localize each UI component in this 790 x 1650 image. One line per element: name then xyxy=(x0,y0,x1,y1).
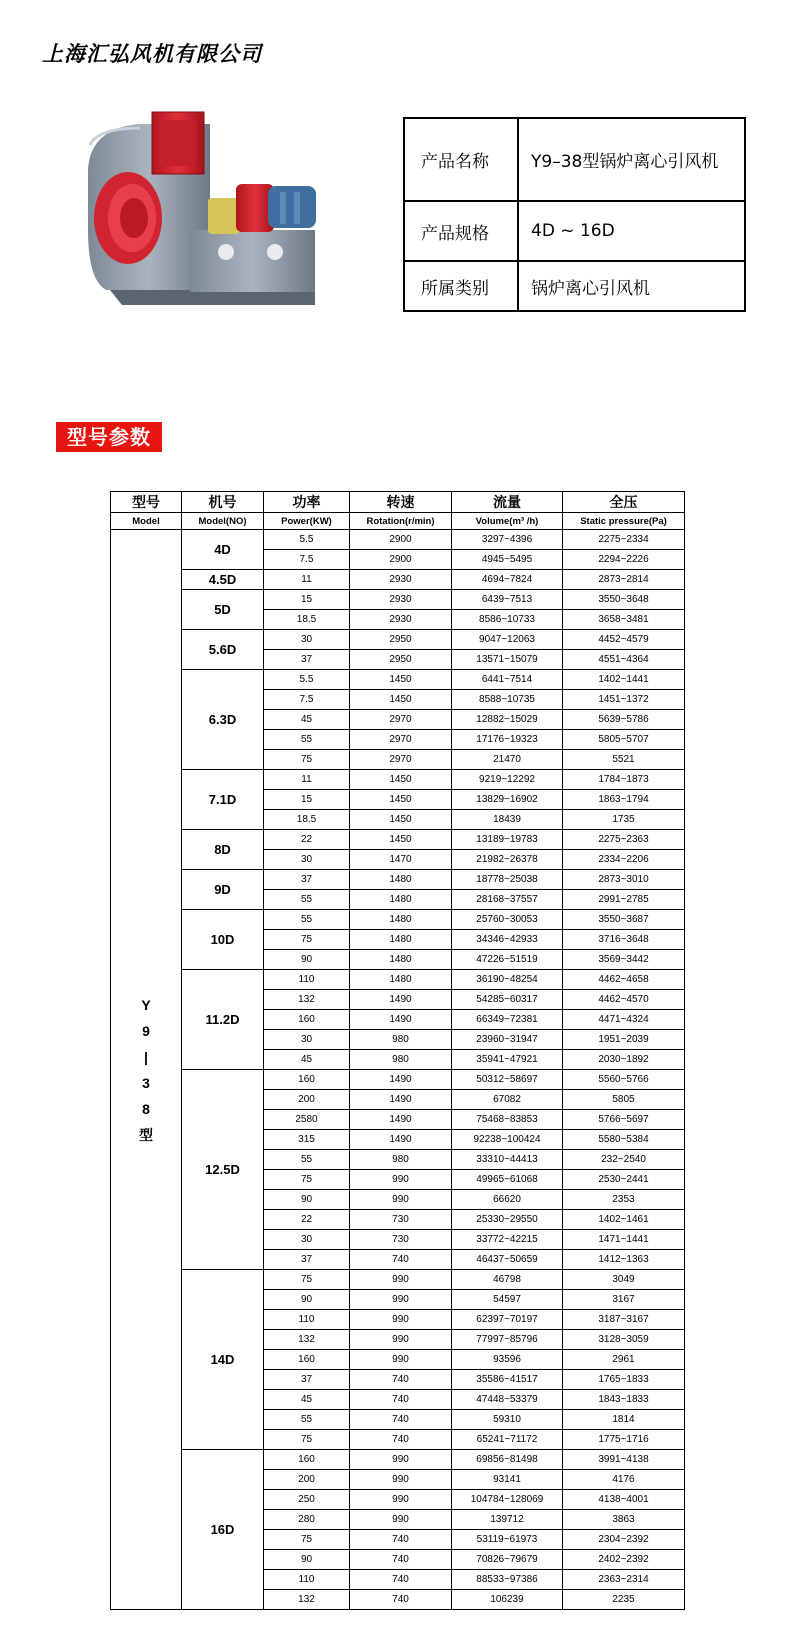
volume-cell: 8586~10733 xyxy=(452,610,563,630)
volume-cell: 21982~26378 xyxy=(452,850,563,870)
rotation-cell: 740 xyxy=(350,1390,452,1410)
pressure-cell: 2235 xyxy=(563,1590,685,1610)
table-row xyxy=(111,910,685,930)
power-cell: 90 xyxy=(264,1550,350,1570)
rotation-cell: 990 xyxy=(350,1310,452,1330)
pressure-cell: 4462~4658 xyxy=(563,970,685,990)
model-number-cell: 14D xyxy=(182,1270,264,1450)
volume-cell: 49965~61068 xyxy=(452,1170,563,1190)
section-title: 型号参数 xyxy=(56,422,162,452)
pressure-cell: 3863 xyxy=(563,1510,685,1530)
rotation-cell: 1470 xyxy=(350,850,452,870)
rotation-cell: 1490 xyxy=(350,1130,452,1150)
volume-cell: 46798 xyxy=(452,1270,563,1290)
volume-cell: 104784~128069 xyxy=(452,1490,563,1510)
power-cell: 30 xyxy=(264,1230,350,1250)
rotation-cell: 2970 xyxy=(350,710,452,730)
power-cell: 132 xyxy=(264,1330,350,1350)
model-number-cell: 10D xyxy=(182,910,264,970)
rotation-cell: 990 xyxy=(350,1350,452,1370)
power-cell: 7.5 xyxy=(264,690,350,710)
power-cell: 110 xyxy=(264,1310,350,1330)
power-cell: 75 xyxy=(264,1530,350,1550)
pressure-cell: 3128~3059 xyxy=(563,1330,685,1350)
power-cell: 55 xyxy=(264,1410,350,1430)
power-cell: 160 xyxy=(264,1010,350,1030)
power-cell: 132 xyxy=(264,990,350,1010)
volume-cell: 21470 xyxy=(452,750,563,770)
pressure-cell: 2873~2814 xyxy=(563,570,685,590)
power-cell: 55 xyxy=(264,910,350,930)
power-cell: 200 xyxy=(264,1090,350,1110)
pressure-cell: 3550~3687 xyxy=(563,910,685,930)
volume-cell: 12882~15029 xyxy=(452,710,563,730)
pressure-cell: 1863~1794 xyxy=(563,790,685,810)
power-cell: 75 xyxy=(264,750,350,770)
volume-cell: 53119~61973 xyxy=(452,1530,563,1550)
header-rotation-en: Rotation(r/min) xyxy=(350,513,452,530)
power-cell: 5.5 xyxy=(264,670,350,690)
pressure-cell: 1765~1833 xyxy=(563,1370,685,1390)
rotation-cell: 1490 xyxy=(350,1090,452,1110)
power-cell: 160 xyxy=(264,1450,350,1470)
power-cell: 75 xyxy=(264,1170,350,1190)
volume-cell: 62397~70197 xyxy=(452,1310,563,1330)
model-number-cell: 5.6D xyxy=(182,630,264,670)
model-number-cell: 16D xyxy=(182,1450,264,1610)
power-cell: 110 xyxy=(264,1570,350,1590)
power-cell: 22 xyxy=(264,830,350,850)
rotation-cell: 2930 xyxy=(350,570,452,590)
table-row xyxy=(111,1450,685,1470)
header-power-en: Power(KW) xyxy=(264,513,350,530)
pressure-cell: 2334~2206 xyxy=(563,850,685,870)
volume-cell: 6441~7514 xyxy=(452,670,563,690)
product-name-label: 产品名称 xyxy=(404,118,518,201)
series-label: Y 9 | 3 8 型 xyxy=(111,530,182,1610)
rotation-cell: 730 xyxy=(350,1230,452,1250)
pressure-cell: 5580~5384 xyxy=(563,1130,685,1150)
table-row xyxy=(111,570,685,590)
power-cell: 90 xyxy=(264,1190,350,1210)
power-cell: 30 xyxy=(264,1030,350,1050)
rotation-cell: 1450 xyxy=(350,770,452,790)
volume-cell: 77997~85796 xyxy=(452,1330,563,1350)
model-parameter-table xyxy=(110,491,685,1610)
power-cell: 15 xyxy=(264,790,350,810)
rotation-cell: 2950 xyxy=(350,650,452,670)
power-cell: 315 xyxy=(264,1130,350,1150)
product-info-table xyxy=(403,117,746,312)
power-cell: 90 xyxy=(264,1290,350,1310)
power-cell: 45 xyxy=(264,1390,350,1410)
table-row xyxy=(111,830,685,850)
rotation-cell: 980 xyxy=(350,1050,452,1070)
table-row xyxy=(111,670,685,690)
header-rotation-cn: 转速 xyxy=(350,492,452,513)
power-cell: 15 xyxy=(264,590,350,610)
rotation-cell: 740 xyxy=(350,1570,452,1590)
pressure-cell: 4176 xyxy=(563,1470,685,1490)
volume-cell: 50312~58697 xyxy=(452,1070,563,1090)
pressure-cell: 4462~4570 xyxy=(563,990,685,1010)
volume-cell: 36190~48254 xyxy=(452,970,563,990)
volume-cell: 13571~15079 xyxy=(452,650,563,670)
header-power-cn: 功率 xyxy=(264,492,350,513)
volume-cell: 33310~44413 xyxy=(452,1150,563,1170)
table-row xyxy=(111,770,685,790)
power-cell: 30 xyxy=(264,850,350,870)
power-cell: 37 xyxy=(264,1250,350,1270)
rotation-cell: 980 xyxy=(350,1030,452,1050)
power-cell: 75 xyxy=(264,930,350,950)
power-cell: 160 xyxy=(264,1350,350,1370)
pressure-cell: 2275~2363 xyxy=(563,830,685,850)
product-category-value: 锅炉离心引风机 xyxy=(518,261,745,311)
pressure-cell: 5805 xyxy=(563,1090,685,1110)
pressure-cell: 1735 xyxy=(563,810,685,830)
pressure-cell: 2353 xyxy=(563,1190,685,1210)
rotation-cell: 740 xyxy=(350,1590,452,1610)
rotation-cell: 740 xyxy=(350,1530,452,1550)
volume-cell: 28168~37557 xyxy=(452,890,563,910)
volume-cell: 70826~79679 xyxy=(452,1550,563,1570)
pressure-cell: 1951~2039 xyxy=(563,1030,685,1050)
volume-cell: 9219~12292 xyxy=(452,770,563,790)
pressure-cell: 2294~2226 xyxy=(563,550,685,570)
rotation-cell: 990 xyxy=(350,1270,452,1290)
header-volume-cn: 流量 xyxy=(452,492,563,513)
rotation-cell: 990 xyxy=(350,1510,452,1530)
power-cell: 55 xyxy=(264,890,350,910)
pressure-cell: 1451~1372 xyxy=(563,690,685,710)
rotation-cell: 990 xyxy=(350,1470,452,1490)
header-model-no-cn: 机号 xyxy=(182,492,264,513)
volume-cell: 6439~7513 xyxy=(452,590,563,610)
pressure-cell: 3991~4138 xyxy=(563,1450,685,1470)
rotation-cell: 1450 xyxy=(350,790,452,810)
pressure-cell: 1814 xyxy=(563,1410,685,1430)
pressure-cell: 3550~3648 xyxy=(563,590,685,610)
volume-cell: 66349~72381 xyxy=(452,1010,563,1030)
rotation-cell: 980 xyxy=(350,1150,452,1170)
rotation-cell: 730 xyxy=(350,1210,452,1230)
pressure-cell: 4471~4324 xyxy=(563,1010,685,1030)
rotation-cell: 990 xyxy=(350,1290,452,1310)
rotation-cell: 990 xyxy=(350,1450,452,1470)
pressure-cell: 2363~2314 xyxy=(563,1570,685,1590)
power-cell: 75 xyxy=(264,1270,350,1290)
power-cell: 22 xyxy=(264,1210,350,1230)
header-row-cn xyxy=(111,492,685,513)
volume-cell: 3297~4396 xyxy=(452,530,563,550)
table-row xyxy=(111,970,685,990)
volume-cell: 34346~42933 xyxy=(452,930,563,950)
power-cell: 37 xyxy=(264,650,350,670)
volume-cell: 65241~71172 xyxy=(452,1430,563,1450)
pressure-cell: 2275~2334 xyxy=(563,530,685,550)
pressure-cell: 5766~5697 xyxy=(563,1110,685,1130)
power-cell: 30 xyxy=(264,630,350,650)
volume-cell: 17176~19323 xyxy=(452,730,563,750)
pressure-cell: 2402~2392 xyxy=(563,1550,685,1570)
header-pressure-en: Static pressure(Pa) xyxy=(563,513,685,530)
power-cell: 18.5 xyxy=(264,810,350,830)
rotation-cell: 2970 xyxy=(350,730,452,750)
pressure-cell: 2030~1892 xyxy=(563,1050,685,1070)
header-row-en xyxy=(111,513,685,530)
table-row xyxy=(111,870,685,890)
company-name: 上海汇弘风机有限公司 xyxy=(42,41,262,66)
model-number-cell: 5D xyxy=(182,590,264,630)
volume-cell: 93596 xyxy=(452,1350,563,1370)
rotation-cell: 990 xyxy=(350,1490,452,1510)
model-number-cell: 9D xyxy=(182,870,264,910)
volume-cell: 59310 xyxy=(452,1410,563,1430)
volume-cell: 75468~83853 xyxy=(452,1110,563,1130)
pressure-cell: 5560~5766 xyxy=(563,1070,685,1090)
rotation-cell: 990 xyxy=(350,1330,452,1350)
rotation-cell: 1490 xyxy=(350,1110,452,1130)
header-model-no-en: Model(NO) xyxy=(182,513,264,530)
power-cell: 280 xyxy=(264,1510,350,1530)
pressure-cell: 3049 xyxy=(563,1270,685,1290)
volume-cell: 18439 xyxy=(452,810,563,830)
power-cell: 75 xyxy=(264,1430,350,1450)
rotation-cell: 2930 xyxy=(350,590,452,610)
pressure-cell: 232~2540 xyxy=(563,1150,685,1170)
model-number-cell: 12.5D xyxy=(182,1070,264,1270)
rotation-cell: 1480 xyxy=(350,970,452,990)
power-cell: 200 xyxy=(264,1470,350,1490)
pressure-cell: 5805~5707 xyxy=(563,730,685,750)
rotation-cell: 2900 xyxy=(350,530,452,550)
volume-cell: 9047~12063 xyxy=(452,630,563,650)
volume-cell: 4945~5495 xyxy=(452,550,563,570)
fan-product-image xyxy=(80,110,340,320)
pressure-cell: 2304~2392 xyxy=(563,1530,685,1550)
volume-cell: 35941~47921 xyxy=(452,1050,563,1070)
pressure-cell: 2961 xyxy=(563,1350,685,1370)
pressure-cell: 2530~2441 xyxy=(563,1170,685,1190)
rotation-cell: 1480 xyxy=(350,890,452,910)
power-cell: 250 xyxy=(264,1490,350,1510)
model-number-cell: 4D xyxy=(182,530,264,570)
model-number-cell: 8D xyxy=(182,830,264,870)
power-cell: 45 xyxy=(264,710,350,730)
table-row xyxy=(111,630,685,650)
volume-cell: 23960~31947 xyxy=(452,1030,563,1050)
product-category-label: 所属类别 xyxy=(404,261,518,311)
power-cell: 18.5 xyxy=(264,610,350,630)
volume-cell: 47448~53379 xyxy=(452,1390,563,1410)
power-cell: 55 xyxy=(264,730,350,750)
power-cell: 110 xyxy=(264,970,350,990)
volume-cell: 4694~7824 xyxy=(452,570,563,590)
table-row xyxy=(111,590,685,610)
pressure-cell: 1775~1716 xyxy=(563,1430,685,1450)
product-spec-value: 4D ~ 16D xyxy=(518,201,745,261)
parameter-table-body xyxy=(111,530,685,1610)
pressure-cell: 3187~3167 xyxy=(563,1310,685,1330)
table-row xyxy=(111,530,685,550)
rotation-cell: 1450 xyxy=(350,690,452,710)
volume-cell: 67082 xyxy=(452,1090,563,1110)
rotation-cell: 1480 xyxy=(350,870,452,890)
rotation-cell: 1480 xyxy=(350,930,452,950)
model-number-cell: 4.5D xyxy=(182,570,264,590)
rotation-cell: 740 xyxy=(350,1430,452,1450)
power-cell: 2580 xyxy=(264,1110,350,1130)
pressure-cell: 3167 xyxy=(563,1290,685,1310)
volume-cell: 25330~29550 xyxy=(452,1210,563,1230)
rotation-cell: 1480 xyxy=(350,910,452,930)
volume-cell: 92238~100424 xyxy=(452,1130,563,1150)
rotation-cell: 1480 xyxy=(350,950,452,970)
rotation-cell: 1450 xyxy=(350,810,452,830)
pressure-cell: 5521 xyxy=(563,750,685,770)
power-cell: 90 xyxy=(264,950,350,970)
rotation-cell: 740 xyxy=(350,1370,452,1390)
rotation-cell: 990 xyxy=(350,1190,452,1210)
rotation-cell: 2970 xyxy=(350,750,452,770)
volume-cell: 35586~41517 xyxy=(452,1370,563,1390)
volume-cell: 88533~97386 xyxy=(452,1570,563,1590)
pressure-cell: 1843~1833 xyxy=(563,1390,685,1410)
rotation-cell: 2950 xyxy=(350,630,452,650)
volume-cell: 25760~30053 xyxy=(452,910,563,930)
pressure-cell: 1412~1363 xyxy=(563,1250,685,1270)
pressure-cell: 2873~3010 xyxy=(563,870,685,890)
volume-cell: 33772~42215 xyxy=(452,1230,563,1250)
pressure-cell: 4452~4579 xyxy=(563,630,685,650)
volume-cell: 139712 xyxy=(452,1510,563,1530)
volume-cell: 54285~60317 xyxy=(452,990,563,1010)
pressure-cell: 1402~1461 xyxy=(563,1210,685,1230)
power-cell: 11 xyxy=(264,570,350,590)
pressure-cell: 1784~1873 xyxy=(563,770,685,790)
pressure-cell: 3716~3648 xyxy=(563,930,685,950)
table-row xyxy=(111,1270,685,1290)
model-number-cell: 11.2D xyxy=(182,970,264,1070)
rotation-cell: 740 xyxy=(350,1550,452,1570)
product-name-value: Y9–38型锅炉离心引风机 xyxy=(518,118,745,201)
power-cell: 45 xyxy=(264,1050,350,1070)
rotation-cell: 1450 xyxy=(350,670,452,690)
power-cell: 11 xyxy=(264,770,350,790)
rotation-cell: 1490 xyxy=(350,990,452,1010)
pressure-cell: 5639~5786 xyxy=(563,710,685,730)
power-cell: 5.5 xyxy=(264,530,350,550)
volume-cell: 66620 xyxy=(452,1190,563,1210)
volume-cell: 18778~25038 xyxy=(452,870,563,890)
model-number-cell: 6.3D xyxy=(182,670,264,770)
rotation-cell: 1490 xyxy=(350,1070,452,1090)
volume-cell: 13829~16902 xyxy=(452,790,563,810)
header-volume-en: Volume(m³ /h) xyxy=(452,513,563,530)
rotation-cell: 1490 xyxy=(350,1010,452,1030)
header-pressure-cn: 全压 xyxy=(563,492,685,513)
rotation-cell: 740 xyxy=(350,1250,452,1270)
volume-cell: 54597 xyxy=(452,1290,563,1310)
model-number-cell: 7.1D xyxy=(182,770,264,830)
pressure-cell: 4551~4364 xyxy=(563,650,685,670)
rotation-cell: 1450 xyxy=(350,830,452,850)
pressure-cell: 1471~1441 xyxy=(563,1230,685,1250)
header-model-en: Model xyxy=(111,513,182,530)
rotation-cell: 740 xyxy=(350,1410,452,1430)
pressure-cell: 4138~4001 xyxy=(563,1490,685,1510)
power-cell: 37 xyxy=(264,1370,350,1390)
pressure-cell: 2991~2785 xyxy=(563,890,685,910)
pressure-cell: 3569~3442 xyxy=(563,950,685,970)
power-cell: 132 xyxy=(264,1590,350,1610)
power-cell: 55 xyxy=(264,1150,350,1170)
volume-cell: 46437~50659 xyxy=(452,1250,563,1270)
power-cell: 160 xyxy=(264,1070,350,1090)
volume-cell: 47226~51519 xyxy=(452,950,563,970)
power-cell: 7.5 xyxy=(264,550,350,570)
volume-cell: 13189~19783 xyxy=(452,830,563,850)
pressure-cell: 1402~1441 xyxy=(563,670,685,690)
volume-cell: 93141 xyxy=(452,1470,563,1490)
table-row xyxy=(111,1070,685,1090)
pressure-cell: 3658~3481 xyxy=(563,610,685,630)
rotation-cell: 2930 xyxy=(350,610,452,630)
power-cell: 37 xyxy=(264,870,350,890)
volume-cell: 69856~81498 xyxy=(452,1450,563,1470)
rotation-cell: 2900 xyxy=(350,550,452,570)
volume-cell: 8588~10735 xyxy=(452,690,563,710)
product-spec-label: 产品规格 xyxy=(404,201,518,261)
rotation-cell: 990 xyxy=(350,1170,452,1190)
header-model-cn: 型号 xyxy=(111,492,182,513)
volume-cell: 106239 xyxy=(452,1590,563,1610)
